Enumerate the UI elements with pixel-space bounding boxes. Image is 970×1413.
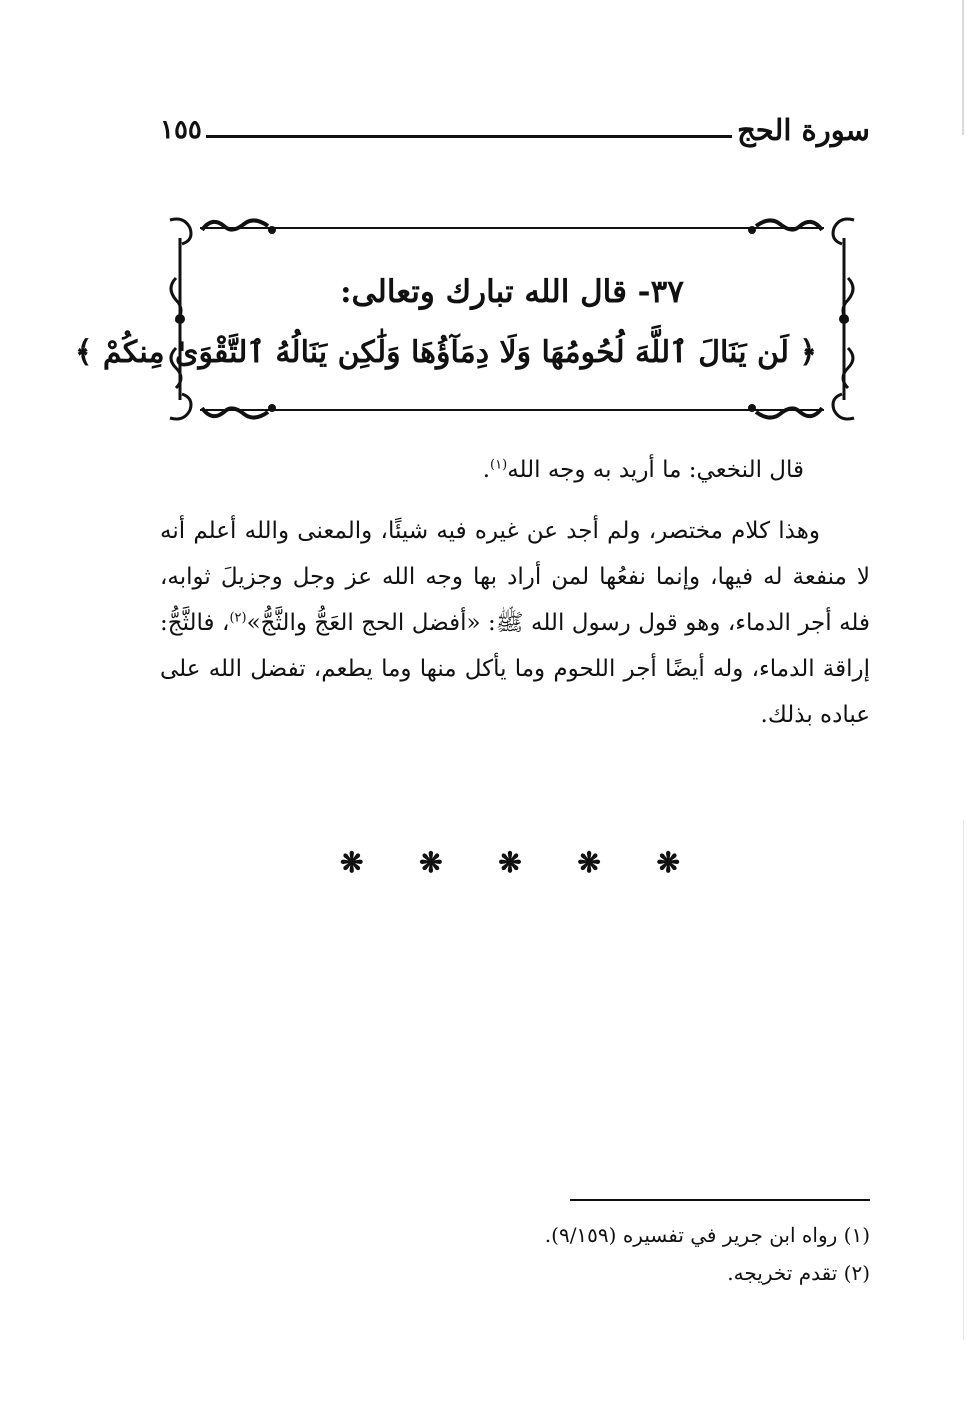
page-edge-line bbox=[963, 820, 964, 1340]
verse-frame bbox=[74, 208, 862, 430]
page-edge-line bbox=[962, 0, 964, 135]
surah-title: سورة الحج bbox=[737, 113, 870, 147]
ornamental-border bbox=[74, 208, 862, 430]
page-number: ١٥٥ bbox=[160, 115, 202, 145]
asterisk-ornament-icon: ❋ bbox=[340, 846, 364, 879]
footnote-ref: (١) bbox=[490, 457, 508, 473]
verse-heading: ٣٧- قال الله تبارك وتعالى: bbox=[340, 274, 684, 310]
quran-verse: ﴿ لَن يَنَالَ ٱللَّهَ لُحُومُهَا وَلَا دِمَآؤُهَا وَلَٰكِن يَنَالُهُ ٱلتَّقْوَىٰ مِنكُمْ ﴾ bbox=[74, 335, 817, 370]
asterisk-ornament-icon: ❋ bbox=[419, 846, 443, 879]
paragraph-text: وهذا كلام مختصر، ولم أجد عن غيره فيه شيئًا، والمعنى والله أعلم أنه لا منفعة له فيها، وإنما نفعُها لمن أراد بها وجه الله عز وجل وجزيلَ ثوابه، فله أجر الدماء، وهو قول رسول الله ﷺ: «أفضل الحج العَجُّ والثَّجُّ» bbox=[160, 518, 871, 636]
paragraph-text-continued: ، فالثَّجُّ: إراقة الدماء، وله أيضًا أجر اللحوم وما يأكل منها وما يطعم، تفضل الله على عباده بذلك. bbox=[160, 610, 870, 728]
footnote-ref: (٢) bbox=[229, 610, 247, 626]
footnotes bbox=[460, 1216, 870, 1292]
main-paragraph bbox=[160, 508, 870, 738]
page-header bbox=[160, 112, 870, 152]
asterisk-ornament-icon: ❋ bbox=[498, 846, 522, 879]
quote-end: . bbox=[482, 457, 491, 483]
quote-text: قال النخعي: ما أريد به وجه الله bbox=[507, 457, 804, 483]
asterisk-ornament-icon: ❋ bbox=[656, 846, 680, 879]
quote-paragraph bbox=[160, 447, 870, 493]
footnote-1: (١) رواه ابن جرير في تفسيره (٩/١٥٩). bbox=[544, 1223, 870, 1247]
header-rule bbox=[206, 135, 732, 138]
footnote-2: (٢) تقدم تخريجه. bbox=[727, 1261, 870, 1285]
footnote-rule bbox=[570, 1199, 870, 1201]
asterisk-ornament-icon: ❋ bbox=[577, 846, 601, 879]
section-separator bbox=[340, 846, 680, 879]
